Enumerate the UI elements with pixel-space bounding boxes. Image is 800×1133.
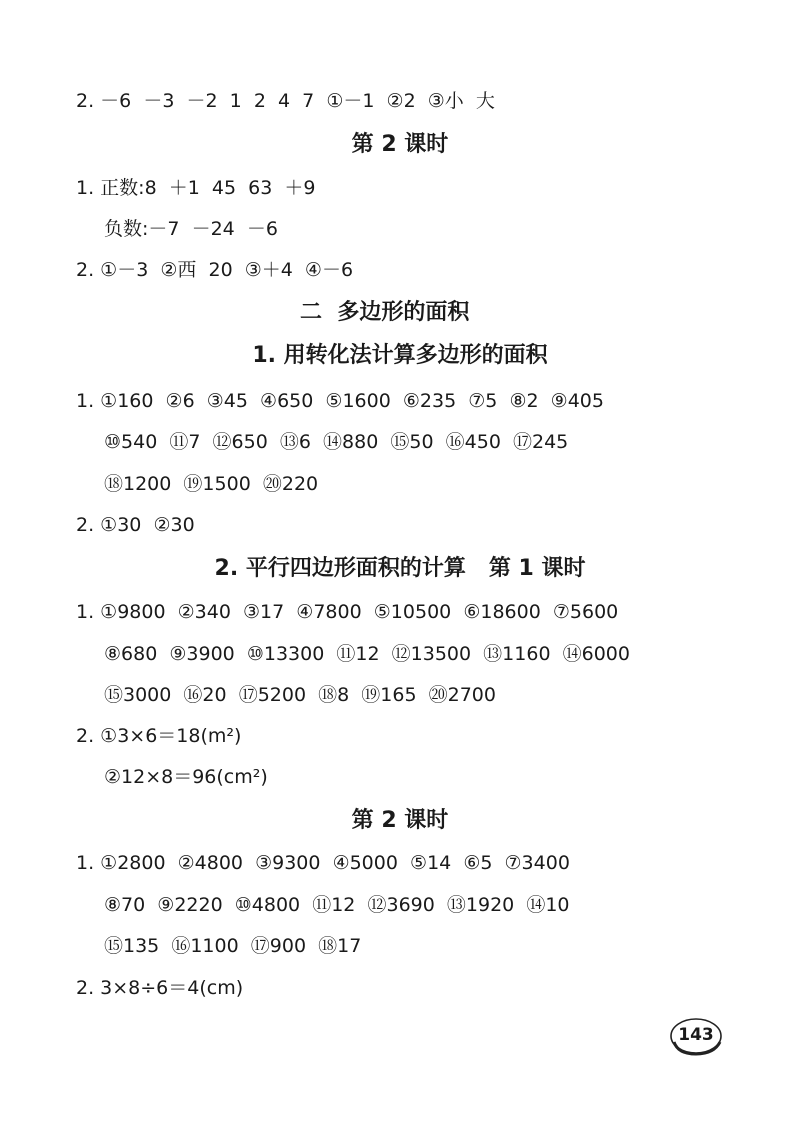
- answer-line: 负数:－7 －24 －6: [104, 218, 278, 240]
- answer-line: 1. ①2800 ②4800 ③9300 ④5000 ⑤14 ⑥5 ⑦3400: [76, 852, 570, 874]
- answer-line: 2. ①－3 ②西 20 ③＋4 ④－6: [76, 259, 354, 281]
- answer-line: ②12×8＝96(cm²): [104, 766, 268, 788]
- chapter-heading: 二 多边形的面积: [300, 300, 470, 325]
- page-number-badge: [668, 1015, 724, 1057]
- section-heading: 第 2 课时: [351, 808, 449, 833]
- answer-line: ⑩540 ⑪7 ⑫650 ⑬6 ⑭880 ⑮50 ⑯450 ⑰245: [104, 431, 569, 453]
- answer-line: 2. ①3×6＝18(m²): [76, 725, 242, 747]
- answer-line: ⑧680 ⑨3900 ⑩13300 ⑪12 ⑫13500 ⑬1160 ⑭6000: [104, 643, 630, 665]
- section-heading: 2. 平行四边形面积的计算 第 1 课时: [214, 556, 586, 581]
- answer-line: 1. 正数:8 ＋1 45 63 ＋9: [76, 177, 316, 199]
- answer-line: ⑱1200 ⑲1500 ⑳220: [104, 473, 319, 495]
- answer-line: ⑧70 ⑨2220 ⑩4800 ⑪12 ⑫3690 ⑬1920 ⑭10: [104, 894, 570, 916]
- answer-line: 1. ①160 ②6 ③45 ④650 ⑤1600 ⑥235 ⑦5 ⑧2 ⑨405: [76, 390, 604, 412]
- section-heading: 1. 用转化法计算多边形的面积: [252, 343, 548, 368]
- page-number: 143: [678, 1025, 714, 1045]
- answer-line: ⑮3000 ⑯20 ⑰5200 ⑱8 ⑲165 ⑳2700: [104, 684, 496, 706]
- answer-line: 2. ①30 ②30: [76, 514, 195, 536]
- answer-line: 1. ①9800 ②340 ③17 ④7800 ⑤10500 ⑥18600 ⑦5600: [76, 601, 619, 623]
- answer-line: ⑮135 ⑯1100 ⑰900 ⑱17: [104, 935, 362, 957]
- answer-line: 2. －6 －3 －2 1 2 4 7 ①－1 ②2 ③小 大: [76, 90, 495, 112]
- section-heading: 第 2 课时: [351, 132, 449, 157]
- answer-line: 2. 3×8÷6＝4(cm): [76, 977, 244, 999]
